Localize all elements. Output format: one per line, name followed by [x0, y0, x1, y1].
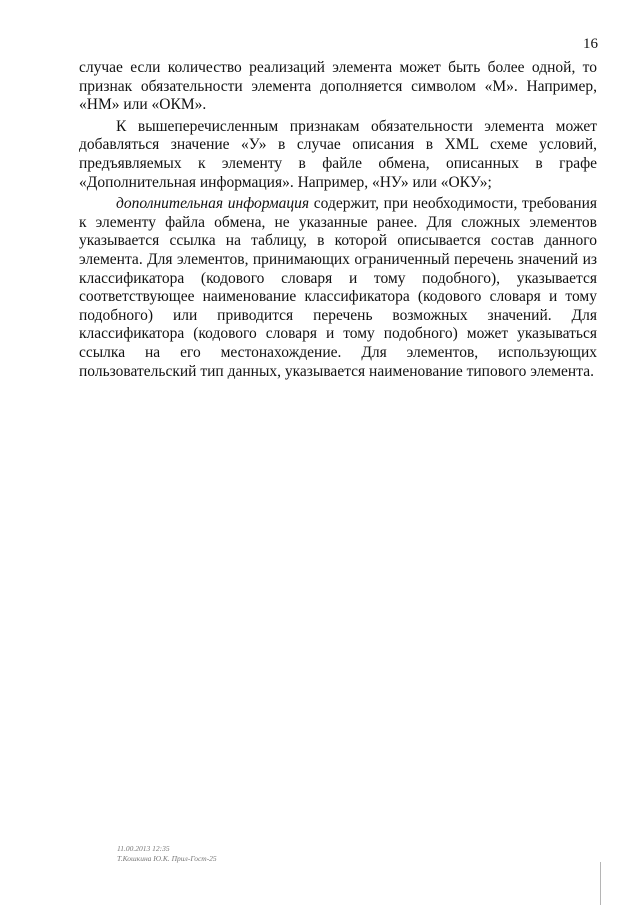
document-footer: [117, 844, 217, 864]
footer-document-ref: Т.Кошкина Ю.К. Прил-Гост-25: [117, 854, 217, 863]
term-additional-info: дополнительная информация: [116, 195, 310, 213]
paragraph-additional-info: [79, 195, 597, 381]
footer-timestamp: 11.00.2013 12:35: [117, 844, 170, 853]
paragraph-additional-info-text: содержит, при необходимости, требования к элементу файла обмена, не указанные ранее. Для сложных элементов указывается ссылка на таблицу, в которой описывается состав данного элемента. Для элементов, принимающих ограниченный перечень значений из классификатора (кодового словаря и тому подобного), указывается соответствующее наименование классификатора (кодового словаря и тому подобного) или приводится перечень возможных значений. Для классификатора (кодового словаря и тому подобного) может указываться ссылка на его местонахождение. Для элементов, использующих пользовательский тип данных, указывается наименование типового элемента.: [79, 195, 597, 380]
paragraph-obligatoriness-multiplicity: случае если количество реализаций элемента может быть более одной, то признак обязательности элемента дополняется символом «М». Например, «НМ» или «ОКМ».: [79, 59, 597, 114]
scan-edge-line: [600, 862, 601, 905]
document-body: [79, 59, 597, 381]
paragraph-condition-flag: К вышеперечисленным признакам обязательности элемента может добавляться значение «У» в случае описания в XML схеме условий, предъявляемых к элементу в файле обмена, описанных в графе «Дополнительная информация». Например, «НУ» или «ОКУ»;: [79, 117, 597, 191]
page-number: 16: [583, 36, 598, 52]
